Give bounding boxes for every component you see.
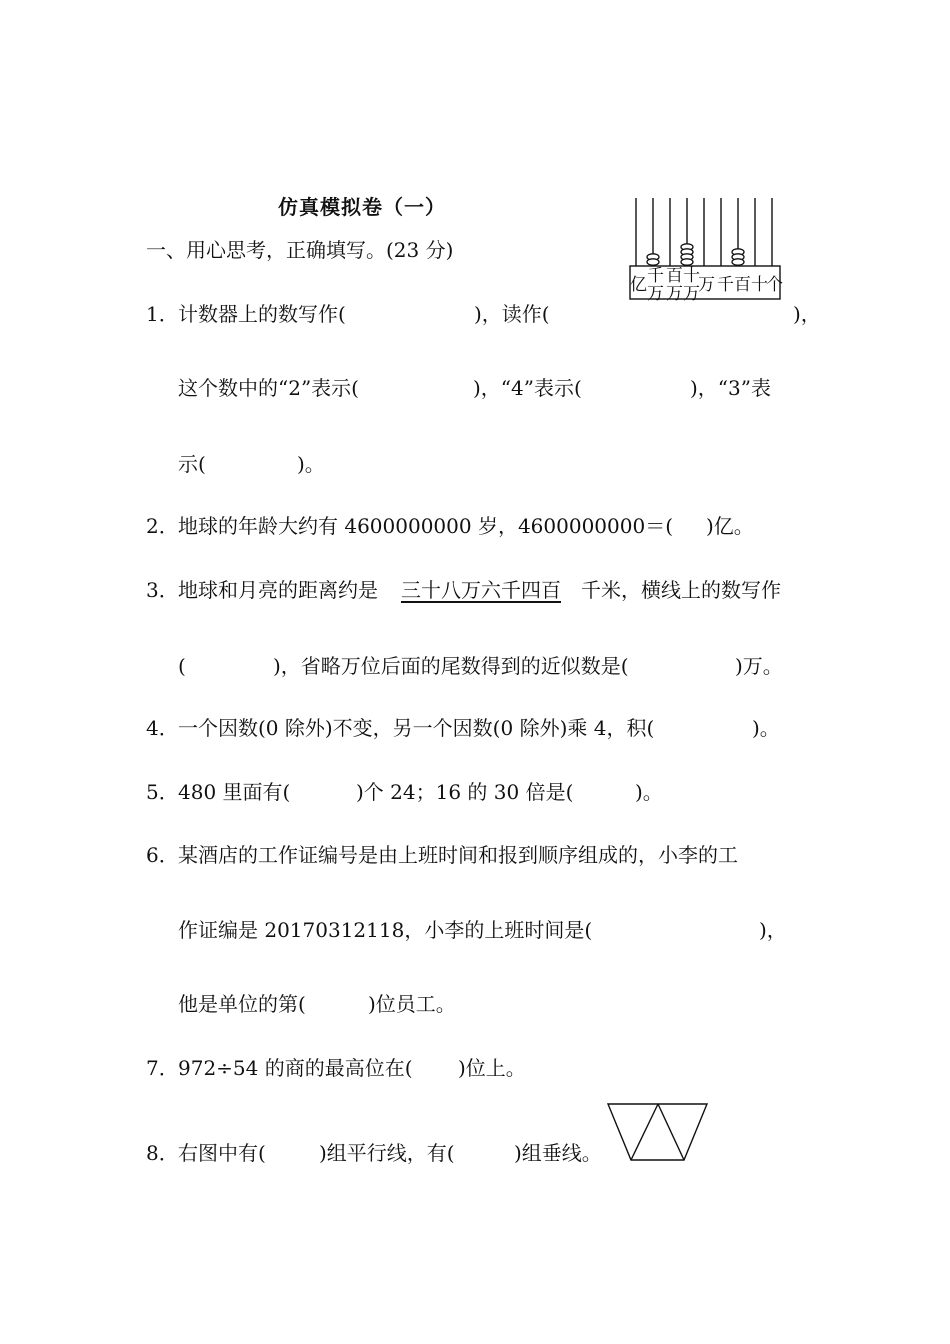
svg-text:亿: 亿: [630, 275, 647, 295]
q3-text-b: 千米，横线上的数写作: [581, 578, 781, 602]
q6-line3-a: 他是单位的第(: [178, 992, 306, 1016]
q5-text-a: 480 里面有(: [178, 780, 291, 804]
q6-line3-b: )位员工。: [368, 992, 456, 1016]
q6-text: 某酒店的工作证编号是由上班时间和报到顺序组成的，小李的工: [178, 843, 738, 867]
q6-line2-b: )，: [759, 918, 787, 942]
abacus-figure: [628, 195, 783, 305]
page-title: 仿真模拟卷（一）: [278, 195, 446, 219]
svg-text:个: 个: [766, 275, 783, 295]
q3-line2-a: (: [178, 654, 186, 678]
svg-text:十: 十: [751, 275, 768, 295]
q2-text-a: 地球的年龄大约有 4600000000 岁，4600000000＝(: [178, 514, 674, 538]
svg-text:千: 千: [647, 266, 664, 286]
q1-text-b: )，读作(: [474, 302, 550, 326]
abacus-place-labels: [630, 266, 783, 304]
q1-line2-b: )，“4”表示(: [473, 376, 582, 400]
svg-text:百: 百: [734, 275, 751, 295]
q7-text-a: 972÷54 的商的最高位在(: [178, 1056, 413, 1080]
q5-text-b: )个 24；16 的 30 倍是(: [356, 780, 574, 804]
q5-text-c: )。: [635, 780, 663, 804]
q2-text-b: )亿。: [706, 514, 754, 538]
q7-text-b: )位上。: [458, 1056, 526, 1080]
svg-text:十: 十: [683, 266, 700, 286]
q8-text-c: )组垂线。: [514, 1141, 602, 1165]
svg-text:百: 百: [666, 266, 683, 286]
q6-line2-a: 作证编是 20170312118，小李的上班时间是(: [178, 918, 593, 942]
q3-line2-b: )，省略万位后面的尾数得到的近似数是(: [273, 654, 629, 678]
section-heading: 一、用心思考，正确填写。(23 分): [146, 238, 454, 262]
q1-line3-a: 示(: [178, 452, 206, 476]
q3-text-a: 地球和月亮的距离约是: [178, 578, 378, 602]
q4-text-a: 一个因数(0 除外)不变，另一个因数(0 除外)乘 4，积(: [178, 716, 655, 740]
q3-underlined-number: 三十八万六千四百: [401, 578, 561, 602]
q1-number: 1．: [146, 302, 179, 326]
svg-text:万: 万: [647, 284, 664, 304]
q4-number: 4．: [146, 716, 179, 740]
abacus-beads: [647, 244, 744, 265]
svg-text:万: 万: [698, 275, 715, 295]
q5-number: 5．: [146, 780, 179, 804]
svg-text:千: 千: [717, 275, 734, 295]
svg-text:万: 万: [683, 284, 700, 304]
q1-text-a: 计数器上的数写作(: [178, 302, 346, 326]
q8-number: 8．: [146, 1141, 179, 1165]
q3-line2-c: )万。: [735, 654, 783, 678]
q1-line2-a: 这个数中的“2”表示(: [178, 376, 359, 400]
q8-text-a: 右图中有(: [178, 1141, 266, 1165]
q8-text-b: )组平行线，有(: [319, 1141, 455, 1165]
q6-number: 6．: [146, 843, 179, 867]
q3-number: 3．: [146, 578, 179, 602]
q1-line3-b: )。: [297, 452, 325, 476]
q7-number: 7．: [146, 1056, 179, 1080]
q2-number: 2．: [146, 514, 179, 538]
trapezoid-figure: [606, 1102, 710, 1164]
q1-line2-c: )，“3”表: [690, 376, 771, 400]
svg-text:万: 万: [666, 284, 683, 304]
q4-text-b: )。: [752, 716, 780, 740]
q1-text-c: )，: [793, 302, 821, 326]
